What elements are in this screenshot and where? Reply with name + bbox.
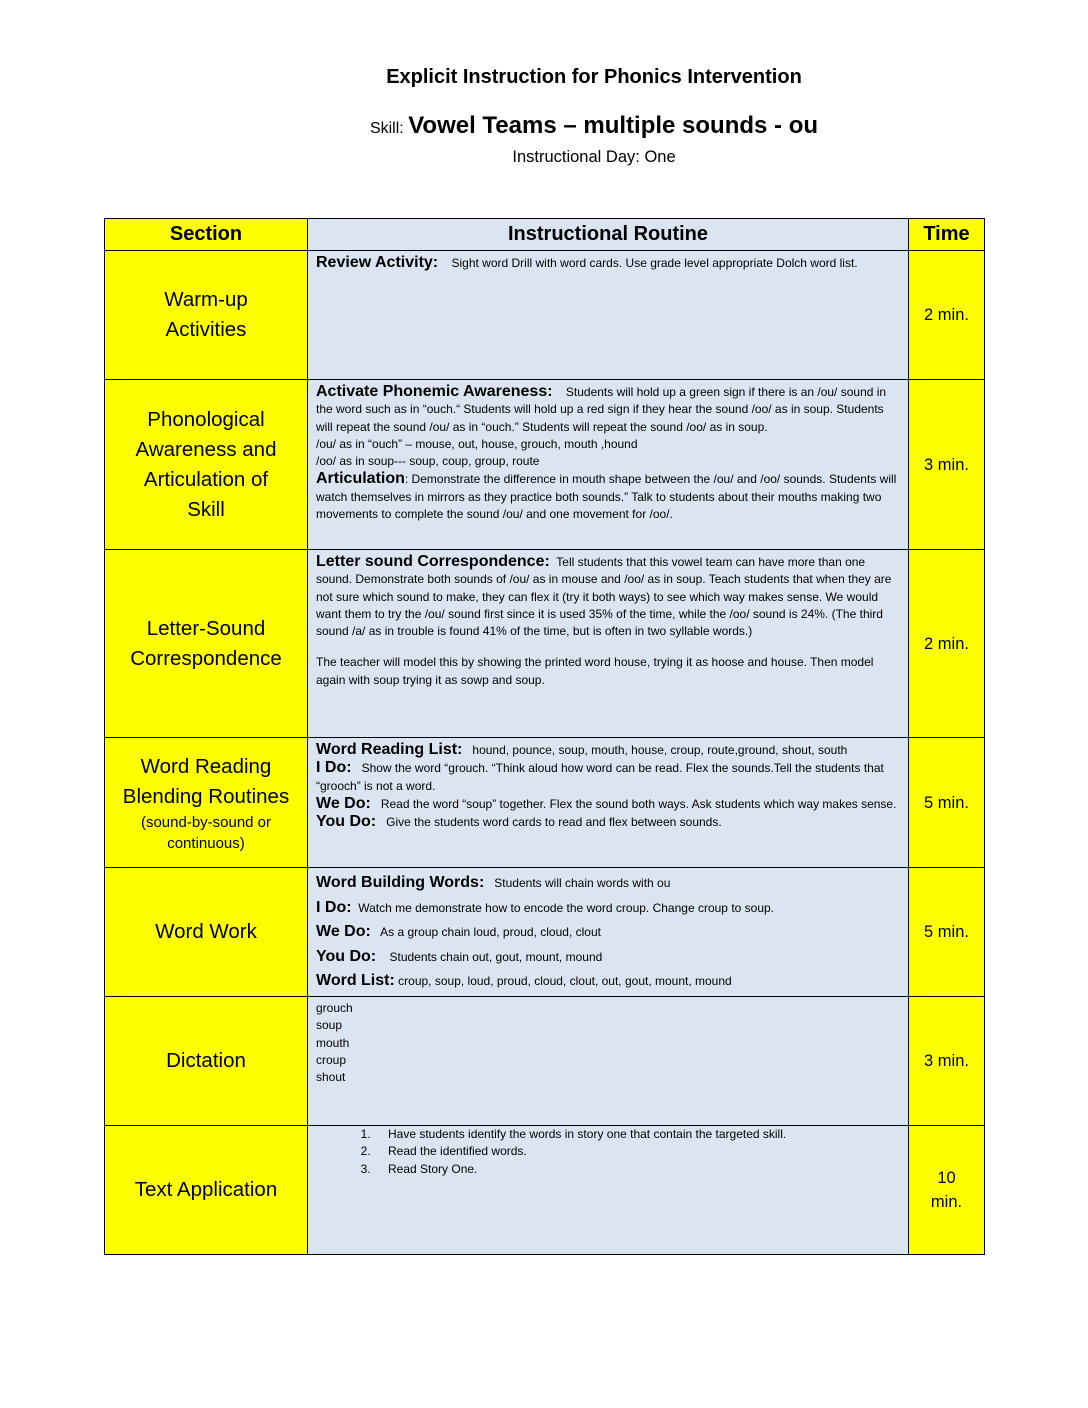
dictation-word: shout [316, 1070, 346, 1085]
time-cell: 5 min. [909, 738, 985, 868]
word-list-label: Word List: [316, 972, 395, 989]
table-row-word-reading [105, 738, 985, 868]
ou-example-line: /ou/ as in “ouch” – mouse, out, house, grouch, mouth ,hound [316, 436, 638, 451]
section-cell [105, 738, 308, 868]
section-cell [105, 1126, 308, 1255]
we-do-label: We Do: [316, 923, 371, 940]
table-row-word-work [105, 868, 985, 997]
i-do-label: I Do: [316, 898, 352, 916]
section-line: Warm-up [164, 288, 248, 311]
word-list-text: croup, soup, loud, proud, cloud, clout, out, gout, mount, mound [398, 974, 732, 988]
time-cell: 2 min. [909, 251, 985, 380]
section-line: Dictation [166, 1049, 246, 1072]
col-header-time: Time [909, 219, 985, 251]
section-line: Blending Routines [122, 784, 290, 808]
section-cell [105, 868, 308, 997]
table-row-warmup [105, 251, 985, 380]
table-row-dictation [105, 997, 985, 1126]
col-header-routine: Instructional Routine [308, 219, 909, 251]
routine-cell [308, 738, 909, 868]
list-item: 3. Read Story One. [374, 1161, 900, 1178]
we-do-text: Read the word “soup” together. Flex the sound both ways. Ask students which way makes sense. [380, 796, 897, 811]
dictation-word: croup [316, 1052, 347, 1067]
table-row-letter-sound [105, 550, 985, 738]
list-item: 1. Have students identify the words in story one that contain the targeted skill. [374, 1126, 900, 1143]
dictation-word: soup [316, 1018, 343, 1033]
section-line: Phonological [147, 407, 265, 431]
articulation-label: Articulation [316, 470, 405, 488]
dictation-word: grouch [316, 1001, 353, 1015]
section-cell [105, 380, 308, 550]
routine-cell [308, 550, 909, 738]
word-building-label: Word Building Words: [316, 874, 485, 891]
section-line: Activities [165, 318, 247, 341]
review-activity-label: Review Activity: [316, 254, 439, 271]
letter-sound-text: Tell students that this vowel team can have more than one sound. Demonstrate both sounds of /ou/ as in mouse and /oo/ as in soup. Teach students that when they are not sure which sound to make, they can flex it (try it both ways) to see which way makes sense. We would want them to try the /ou/ sound first since it is used 35% of the time, while the /oo/ sound is 24%. (The third sound /a/ as in trouble is found 41% of the time, but is often in two syllable words.) [316, 555, 892, 639]
section-subtitle: (sound-by-sound or [140, 813, 272, 831]
section-subtitle: continuous) [167, 834, 245, 852]
section-line: Word Work [155, 920, 257, 943]
routine-cell [308, 868, 909, 997]
routine-cell [308, 380, 909, 550]
section-line: Text Application [134, 1178, 278, 1201]
list-item: 2. Read the identified words. [374, 1143, 900, 1160]
i-do-label: I Do: [316, 759, 352, 777]
time-cell: 2 min. [909, 550, 985, 738]
dictation-word: mouth [316, 1035, 350, 1050]
review-activity-text: Sight word Drill with word cards. Use grade level appropriate Dolch word list. [451, 256, 858, 270]
oo-example-line: /oo/ as in soup--- soup, coup, group, route [316, 454, 540, 469]
section-line: Word Reading [140, 754, 272, 778]
letter-sound-model-text: The teacher will model this by showing the printed word house, trying it as hoose and house. Then model again with soup trying it as sowp and soup. [316, 655, 874, 687]
word-reading-list-label: Word Reading List: [316, 741, 463, 758]
section-line: Correspondence [130, 646, 282, 670]
lesson-table [104, 218, 985, 1255]
time-cell: 3 min. [909, 380, 985, 550]
you-do-text: Give the students word cards to read and flex between sounds. [386, 815, 722, 830]
section-line: Awareness and [135, 437, 277, 461]
time-cell: 3 min. [909, 997, 985, 1126]
articulation-text: : Demonstrate the difference in mouth shape between the /ou/ and /oo/ sounds. Students will watch themselves in mirrors as they practice both sounds.” Talk to students about their mouths making two movements to complete the sound /ou/ and one movement for /oo/. [316, 472, 897, 522]
phonemic-awareness-label: Activate Phonemic Awareness: [316, 383, 553, 400]
routine-cell [308, 997, 909, 1126]
text-application-steps [316, 1126, 900, 1178]
word-building-text: Students will chain words with ou [494, 876, 671, 890]
i-do-text: Show the word “grouch. “Think aloud how word can be read. Flex the sounds.Tell the students that “grooch” is not a word. [316, 761, 884, 793]
section-line: Articulation of [143, 467, 269, 491]
word-reading-list-text: hound, pounce, soup, mouth, house, croup, route,ground, shout, south [472, 743, 848, 757]
section-line: Skill [187, 497, 225, 521]
page-title: Explicit Instruction for Phonics Intervention [386, 66, 802, 88]
day-value: One [644, 148, 676, 166]
i-do-text: Watch me demonstrate how to encode the word croup. Change croup to soup. [358, 900, 775, 915]
we-do-text: As a group chain loud, proud, cloud, clout [380, 925, 601, 939]
you-do-label: You Do: [316, 813, 377, 831]
section-cell [105, 997, 308, 1126]
instructional-day [0, 148, 1088, 167]
skill-prefix: Skill: [369, 120, 404, 137]
routine-cell [308, 1126, 909, 1255]
time-cell: 5 min. [909, 868, 985, 997]
you-do-label: You Do: [316, 947, 377, 965]
phonemic-awareness-text: Students will hold up a green sign if there is an /ou/ sound in the word such as in “ouch.“ Students will hold up a red sign if they hear the sound /oo/ as in soup. Students will repeat the sound /ou/ as in “ouch.” Students will repeat the sound /oo/ as in soup. [316, 385, 887, 434]
you-do-text: Students chain out, gout, mount, mound [389, 949, 603, 964]
table-header-row [105, 219, 985, 251]
section-cell [105, 550, 308, 738]
skill-value: Vowel Teams – multiple sounds - ou [408, 112, 819, 139]
routine-cell [308, 251, 909, 380]
skill-line [0, 112, 1088, 140]
table-row-text-application [105, 1126, 985, 1255]
letter-sound-label: Letter sound Correspondence: [316, 553, 550, 570]
section-cell [105, 251, 308, 380]
section-line: Letter-Sound [146, 616, 266, 640]
time-cell: 10 min. [909, 1126, 985, 1255]
table-row-phonological [105, 380, 985, 550]
we-do-label: We Do: [316, 794, 371, 812]
col-header-section: Section [105, 219, 308, 251]
day-label: Instructional Day: [512, 148, 640, 166]
